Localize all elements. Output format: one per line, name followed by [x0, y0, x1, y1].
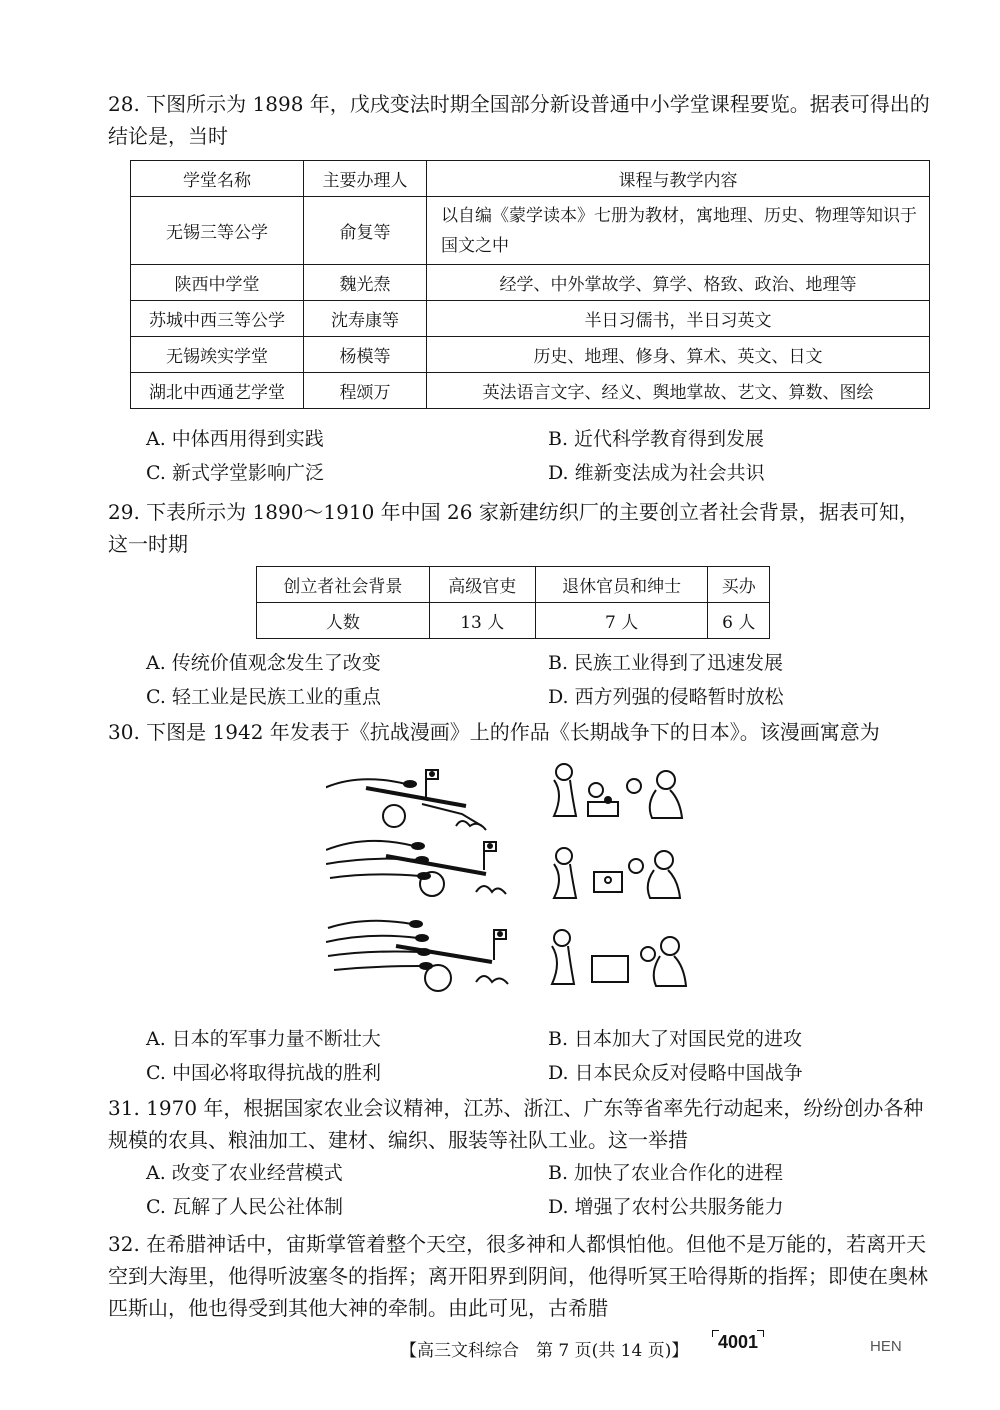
option-c: C. 新式学堂影响广泛 [146, 462, 324, 484]
table-cell: 经学、中外掌故学、算学、格致、政治、地理等 [427, 265, 930, 301]
table-cell: 半日习儒书，半日习英文 [427, 301, 930, 337]
question-32-stem: 32. 在希腊神话中，宙斯掌管着整个天空，很多神和人都惧怕他。但他不是万能的，若离开天空到大海里，他得听波塞冬的指挥；离开阳界到阴间，他得听冥王哈得斯的指挥；即使在奥林匹斯山，他也得受到其他大神的牵制。由此可见，古希腊 [108, 1232, 928, 1320]
question-30-stem: 30. 下图是 1942 年发表于《抗战漫画》上的作品《长期战争下的日本》。该漫画寓意为 [108, 720, 880, 744]
option-c: C. 轻工业是民族工业的重点 [146, 686, 381, 708]
table-header: 高级官吏 [429, 567, 535, 603]
table-cell: 13 人 [429, 603, 535, 639]
table-cell: 程颂万 [304, 373, 427, 409]
option-d: D. 增强了农村公共服务能力 [548, 1196, 784, 1218]
table-header: 退休官员和绅士 [535, 567, 708, 603]
option-c: C. 中国必将取得抗战的胜利 [146, 1062, 381, 1084]
option-b: B. 加快了农业合作化的进程 [548, 1162, 784, 1184]
question-29-table [256, 566, 770, 639]
option-a: A. 改变了农业经营模式 [146, 1162, 343, 1184]
table-header: 主要办理人 [304, 161, 427, 197]
page-footer: 【高三文科综合 第 7 页(共 14 页)】 [400, 1341, 689, 1361]
question-28-stem: 28. 下图所示为 1898 年，戊戌变法时期全国部分新设普通中小学堂课程要览。据表可得出的结论是，当时 [108, 92, 930, 148]
table-header: 买办 [708, 567, 770, 603]
question-28-table [130, 160, 930, 409]
table-cell: 无锡竢实学堂 [131, 337, 304, 373]
question-29-stem: 29. 下表所示为 1890～1910 年中国 26 家新建纺织厂的主要创立者社会背景，据表可知，这一时期 [108, 500, 919, 556]
table-header: 创立者社会背景 [257, 567, 430, 603]
option-d: D. 日本民众反对侵略中国战争 [548, 1062, 803, 1084]
table-cell: 俞复等 [304, 197, 427, 265]
table-cell: 沈寿康等 [304, 301, 427, 337]
paper-code: 4001 [718, 1332, 759, 1352]
table-cell: 湖北中西通艺学堂 [131, 373, 304, 409]
table-cell: 人数 [257, 603, 430, 639]
option-a: A. 中体西用得到实践 [146, 428, 324, 450]
table-cell: 杨模等 [304, 337, 427, 373]
table-header: 学堂名称 [131, 161, 304, 197]
question-31-stem: 31. 1970 年，根据国家农业会议精神，江苏、浙江、广东等省率先行动起来，纷纷创办各种规模的农具、粮油加工、建材、编织、服装等社队工业。这一举措 [108, 1096, 924, 1152]
table-cell: 无锡三等公学 [131, 197, 304, 265]
table-cell: 魏光焘 [304, 265, 427, 301]
option-d: D. 西方列强的侵略暂时放松 [548, 686, 784, 708]
table-cell: 苏城中西三等公学 [131, 301, 304, 337]
region-tag: HEN [870, 1338, 902, 1355]
option-b: B. 日本加大了对国民党的进攻 [548, 1028, 803, 1050]
table-cell: 英法语言文字、经义、舆地掌故、艺文、算数、图绘 [427, 373, 930, 409]
table-cell: 7 人 [535, 603, 708, 639]
option-d: D. 维新变法成为社会共识 [548, 462, 765, 484]
option-c: C. 瓦解了人民公社体制 [146, 1196, 343, 1218]
table-cell: 陕西中学堂 [131, 265, 304, 301]
table-cell: 以自编《蒙学读本》七册为教材，寓地理、历史、物理等知识于国文之中 [427, 197, 930, 265]
table-cell: 历史、地理、修身、算术、英文、日文 [427, 337, 930, 373]
war-cartoon-illustration [326, 760, 706, 1022]
option-b: B. 民族工业得到了迅速发展 [548, 652, 784, 674]
table-header: 课程与教学内容 [427, 161, 930, 197]
option-b: B. 近代科学教育得到发展 [548, 428, 765, 450]
option-a: A. 日本的军事力量不断壮大 [146, 1028, 381, 1050]
table-cell: 6 人 [708, 603, 770, 639]
option-a: A. 传统价值观念发生了改变 [146, 652, 381, 674]
